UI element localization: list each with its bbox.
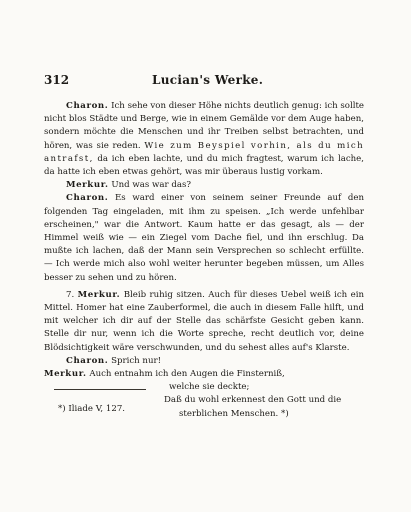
- body-text: [44, 100, 364, 421]
- footnote-divider: [54, 389, 146, 390]
- paragraph-merkur-1: [44, 179, 364, 192]
- dialogue-text: Es ward einer von seinem seiner Freunde auf den folgenden Tag eingeladen, mit ihm zu speisen. „Ich werde unfehlbar erscheinen," war die Antwort. Kaum hatte er das gesagt, als — der Himmel weiß wie — ein Ziegel vom Dache fiel, und ihn erschlug. Da mußte ich lachen, daß der Mann sein Versprechen so schlecht erfüllte. — Ich werde mich also wohl weiter herunter begeben müssen, um Alles besser zu sehen und zu hören.: [44, 193, 365, 283]
- speaker-name: Merkur.: [44, 369, 87, 380]
- verse-line: [44, 368, 364, 381]
- dialogue-text: da ich eben lachte, und du mich fragtest, warum ich lache, da hatte ich eben etwas gehört, was mir überaus lustig vorkam.: [44, 153, 364, 178]
- dialogue-text: Bleib ruhig sitzen. Auch für dieses Uebel weiß ich ein Mittel. Homer hat eine Zauberformel, die auch in diesem Falle hilft, und mit welcher ich dir auf der Stelle das schärfste Gesicht geben kann. Stelle dir nur, wenn ich die Worte spreche, recht deutlich vor, deine Blödsichtigkeit wäre verschwunden, und du sehest alles auf's Klarste.: [44, 289, 364, 353]
- page-header: [44, 73, 359, 91]
- emphasized-text: Wie zum Beyspiel vorhin, als du mich antrafst,: [44, 140, 365, 164]
- speaker-name: Charon.: [66, 193, 109, 204]
- paragraph-charon-1: [44, 100, 364, 179]
- paragraph-merkur-2: [44, 289, 364, 355]
- section-number: 7.: [66, 289, 75, 300]
- footnote: *) Iliade V, 127.: [58, 404, 126, 414]
- paragraph-charon-3: [44, 355, 364, 368]
- paragraph-charon-2: [44, 192, 364, 284]
- dialogue-text: Sprich nur!: [111, 355, 162, 366]
- dialogue-text: Ich sehe von dieser Höhe nichts deutlich genug: ich sollte nicht blos Städte und Berge, wie in einem Gemälde vor dem Auge haben, sondern möchte die Menschen und ihr Treiben selbst betrachten, und hören, was sie reden.: [44, 101, 365, 151]
- speaker-name: Merkur.: [66, 180, 109, 191]
- verse-line: Daß du wohl erkennest den Gott und die: [164, 395, 342, 406]
- speaker-name: Charon.: [66, 101, 109, 111]
- verse-line: welche sie deckte;: [169, 382, 250, 393]
- running-title: Lucian's Werke.: [152, 73, 264, 87]
- dialogue-text: Und was war das?: [111, 180, 191, 191]
- speaker-name: Charon.: [66, 355, 109, 366]
- page-number: 312: [44, 73, 70, 87]
- verse-text: Auch entnahm ich den Augen die Finsterniß,: [89, 369, 285, 380]
- speaker-name: Merkur.: [77, 289, 121, 300]
- verse-line: sterblichen Menschen. *): [179, 408, 289, 419]
